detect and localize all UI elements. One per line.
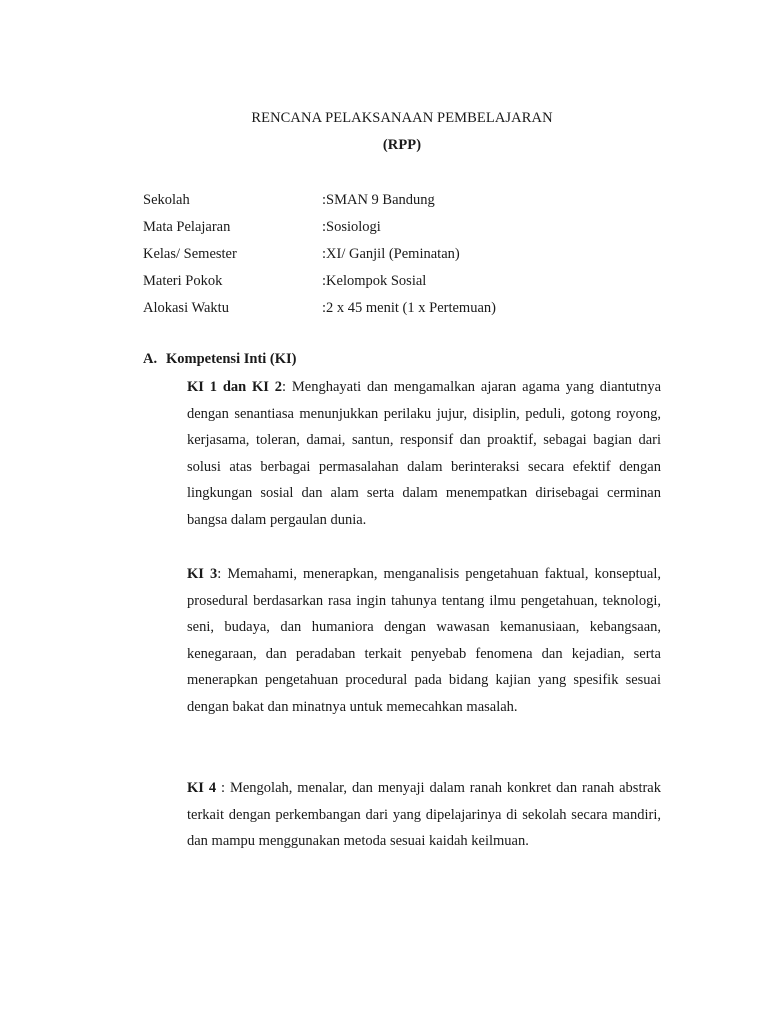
info-colon: : (322, 192, 327, 208)
document-subtitle: (RPP) (382, 137, 422, 153)
ki-label: KI 4 (187, 780, 217, 796)
ki-text: Memahami, menerapkan, menganalisis pengetahuan faktual, konseptual, prosedural berdasarkan rasa ingin tahunya tentang ilmu pengetahuan, teknologi, seni, budaya, dan humaniora dengan wawasan kemanusiaan, kebangsaan, kenegaraan, dan peradaban terkait penyebab fenomena dan kejadian, serta menerapkan pengetahuan procedural pada bidang kajian yang spesifik sesuai dengan bakat dan minatnya untuk memecahkan masalah. (187, 566, 662, 715)
info-value: Sosiologi (326, 219, 381, 235)
ki-paragraph-3 (187, 561, 661, 721)
info-value: Kelompok Sosial (326, 273, 427, 289)
info-label: Kelas/ Semester (143, 246, 237, 262)
ki-text: Menghayati dan mengamalkan ajaran agama yang diantutnya dengan senantiasa menunjukkan perilaku jujur, disiplin, peduli, gotong royong, kerjasama, toleran, damai, santun, responsif dan proaktif, sebagai bagian dari solusi atas berbagai permasalahan dalam berinteraksi secara efektif dengan lingkungan sosial dan alam serta dalam menempatkan dirisebagai cerminan bangsa dalam pergaulan dunia. (187, 379, 661, 528)
info-row-sekolah (143, 190, 663, 217)
info-value: SMAN 9 Bandung (326, 192, 435, 208)
info-row-alokasi-waktu (143, 298, 663, 325)
info-row-mata-pelajaran (143, 217, 663, 244)
info-colon: : (322, 300, 327, 316)
info-colon: : (322, 273, 327, 289)
ki-separator: : (217, 566, 228, 582)
info-label: Alokasi Waktu (143, 300, 229, 316)
ki-separator: : (216, 780, 230, 796)
info-value: XI/ Ganjil (Peminatan) (326, 246, 460, 262)
section-letter: A. (143, 351, 158, 367)
ki-paragraph-4 (187, 775, 661, 855)
identity-table (143, 190, 663, 325)
ki-label: KI 3 (187, 566, 218, 582)
info-label: Materi Pokok (143, 273, 223, 289)
section-heading-text: Kompetensi Inti (KI) (166, 351, 297, 367)
info-row-kelas-semester (143, 244, 663, 271)
info-colon: : (322, 246, 327, 262)
ki-label: KI 1 dan KI 2 (187, 379, 283, 395)
info-label: Mata Pelajaran (143, 219, 231, 235)
info-value: 2 x 45 menit (1 x Pertemuan) (326, 300, 496, 316)
document-title: RENCANA PELAKSANAAN PEMBELAJARAN (251, 110, 553, 126)
section-heading-kompetensi-inti (143, 351, 297, 368)
info-row-materi-pokok (143, 271, 663, 298)
info-label: Sekolah (143, 192, 190, 208)
ki-text: Mengolah, menalar, dan menyaji dalam ranah konkret dan ranah abstrak terkait dengan perkembangan dari yang dipelajarinya di sekolah secara mandiri, dan mampu menggunakan metoda sesuai kaidah keilmuan. (187, 780, 661, 850)
info-colon: : (322, 219, 327, 235)
ki-separator: : (282, 379, 292, 395)
ki-paragraph-1-2 (187, 374, 661, 534)
